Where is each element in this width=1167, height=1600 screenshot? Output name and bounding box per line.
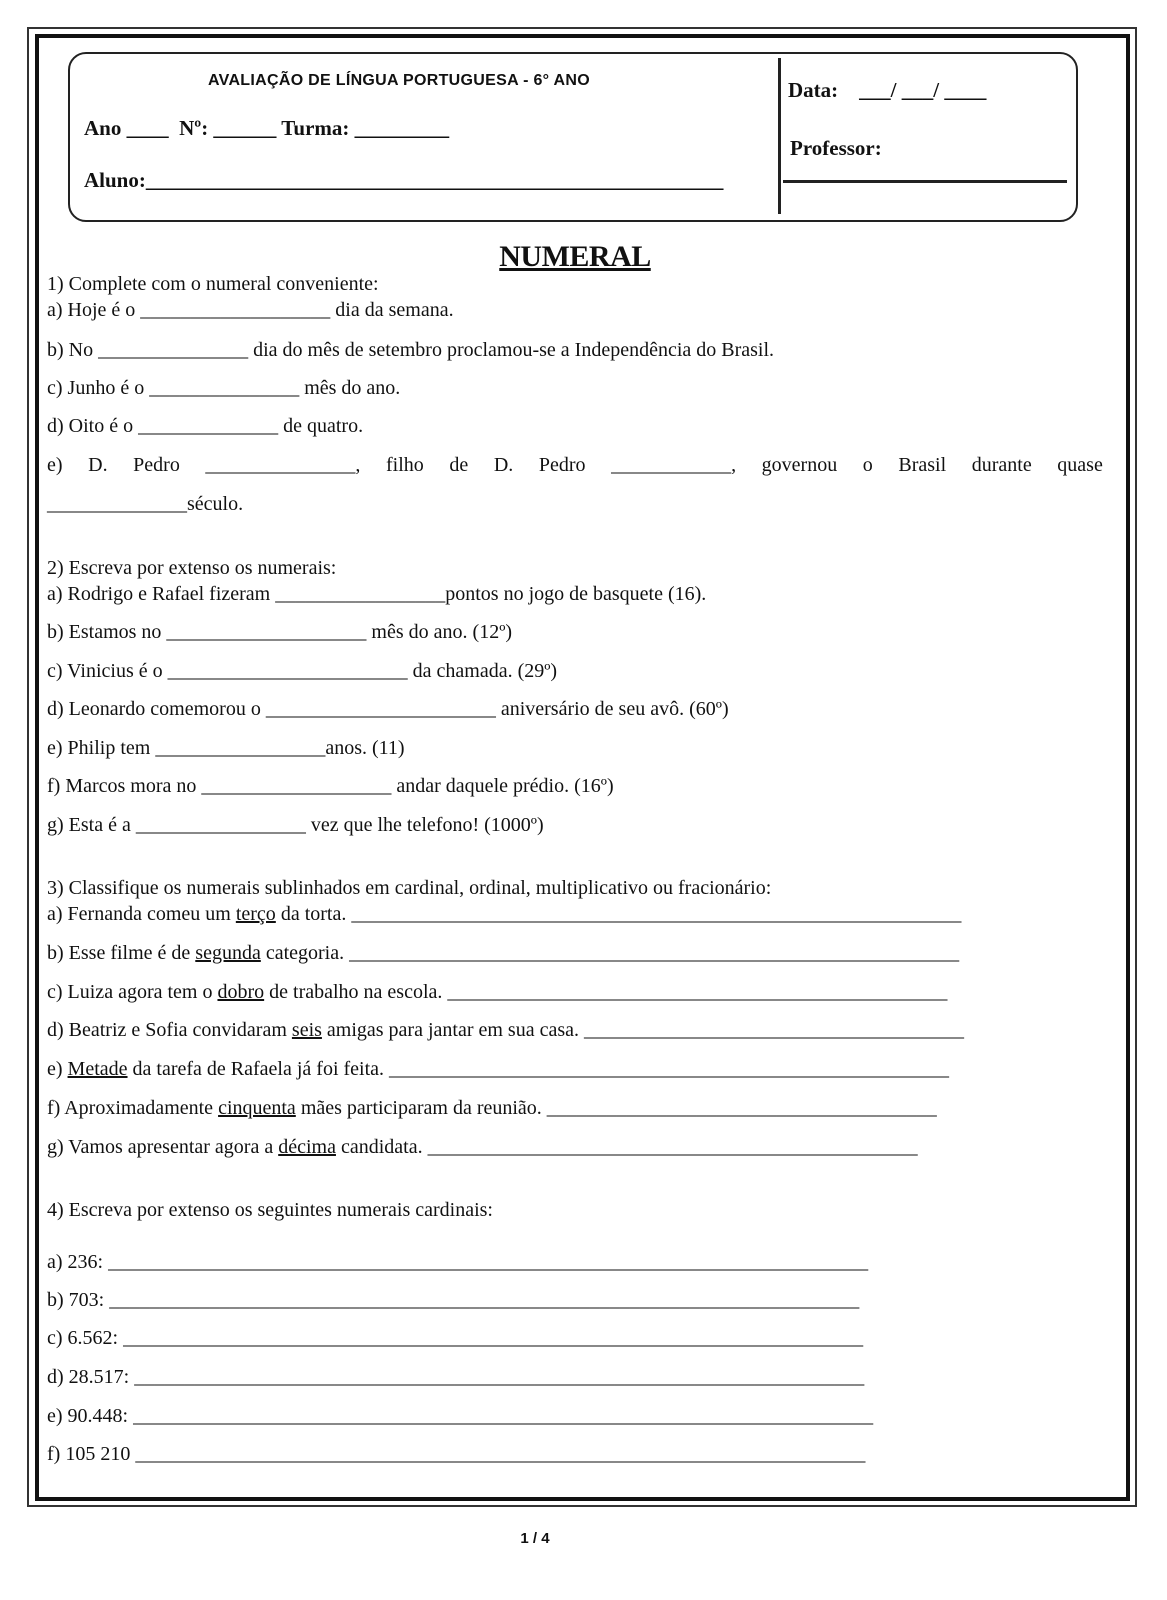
professor-line (783, 180, 1067, 183)
q4-item-b[interactable]: b) 703: ___________________________________________________________________________ (47, 1289, 860, 1311)
q3-item-b[interactable]: b) Esse filme é de segunda categoria. _____________________________________________________________ (47, 942, 960, 964)
q1-item-e[interactable] (47, 455, 1103, 475)
q1-e-word: de (449, 454, 469, 476)
q1-e-word: filho (385, 454, 424, 476)
q4-item-c[interactable]: c) 6.562: __________________________________________________________________________ (47, 1327, 864, 1349)
date-field[interactable]: Data: ___/ ___/ ____ (788, 78, 987, 102)
q4-item-a[interactable]: a) 236: ____________________________________________________________________________ (47, 1251, 869, 1273)
q3-prompt: 3) Classifique os numerais sublinhados em cardinal, ordinal, multiplicativo ou fracionário: (47, 877, 772, 899)
q1-e-word: e) (47, 454, 63, 476)
q1-e-word: D. (88, 454, 108, 476)
underlined-numeral: dobro (217, 981, 265, 1003)
underlined-numeral: Metade (67, 1058, 128, 1080)
q1-e-word: Brasil (898, 454, 947, 476)
q1-item-d[interactable]: d) Oito é o ______________ de quatro. (47, 415, 364, 437)
q2-item-e[interactable]: e) Philip tem _________________anos. (11) (47, 737, 405, 759)
student-info-line[interactable]: Ano ____ Nº: ______ Turma: _________ (84, 116, 450, 140)
q1-item-e-continuation[interactable]: ______________século. (47, 493, 244, 515)
header-divider (778, 58, 781, 214)
q1-item-c[interactable]: c) Junho é o _______________ mês do ano. (47, 377, 401, 399)
page-number: 1 / 4 (520, 1530, 550, 1547)
underlined-numeral: segunda (195, 942, 261, 964)
underlined-numeral: décima (278, 1136, 336, 1158)
q3-item-g[interactable]: g) Vamos apresentar agora a décima candidata. _________________________________________________ (47, 1136, 918, 1158)
q1-e-word: Pedro (538, 454, 586, 476)
q3-item-f[interactable]: f) Aproximadamente cinquenta mães participaram da reunião. _______________________________________ (47, 1097, 937, 1119)
q2-item-g[interactable]: g) Esta é a _________________ vez que lhe telefono! (1000º) (47, 814, 544, 836)
underlined-numeral: cinquenta (218, 1097, 296, 1119)
q3-item-a[interactable]: a) Fernanda comeu um terço da torta. _____________________________________________________________ (47, 903, 962, 925)
underlined-numeral: terço (235, 903, 276, 925)
q4-prompt: 4) Escreva por extenso os seguintes numerais cardinais: (47, 1199, 493, 1221)
q2-item-a[interactable]: a) Rodrigo e Rafael fizeram _________________pontos no jogo de basquete (16). (47, 583, 707, 605)
student-name-field[interactable]: Aluno:_______________________________________________________ (84, 168, 724, 192)
q1-item-b[interactable]: b) No _______________ dia do mês de setembro proclamou-se a Independência do Brasil. (47, 339, 775, 361)
q2-item-c[interactable]: c) Vinicius é o ________________________ da chamada. (29º) (47, 660, 558, 682)
underlined-numeral: seis (291, 1019, 322, 1041)
q1-e-word: o (862, 454, 873, 476)
q4-item-e[interactable]: e) 90.448: __________________________________________________________________________ (47, 1405, 874, 1427)
q4-item-f[interactable]: f) 105 210 _________________________________________________________________________ (47, 1443, 866, 1465)
q2-item-b[interactable]: b) Estamos no ____________________ mês do ano. (12º) (47, 621, 513, 643)
q2-item-d[interactable]: d) Leonardo comemorou o _______________________ aniversário de seu avô. (60º) (47, 698, 729, 720)
q3-item-e[interactable]: e) Metade da tarefa de Rafaela já foi feita. ________________________________________________________ (47, 1058, 950, 1080)
page-title: NUMERAL (499, 240, 651, 273)
q1-e-word: governou (761, 454, 838, 476)
q1-e-word: _______________, (205, 454, 361, 476)
exam-title: AVALIAÇÃO DE LÍNGUA PORTUGUESA - 6° ANO (208, 72, 590, 89)
q1-e-word: D. (493, 454, 514, 476)
q2-item-f[interactable]: f) Marcos mora no ___________________ andar daquele prédio. (16º) (47, 775, 614, 797)
q1-prompt: 1) Complete com o numeral conveniente: (47, 273, 379, 295)
q3-item-d[interactable]: d) Beatriz e Sofia convidaram seis amigas para jantar em sua casa. ______________________________________ (47, 1019, 965, 1041)
q4-item-d[interactable]: d) 28.517: _________________________________________________________________________ (47, 1366, 865, 1388)
q1-e-word: Pedro (133, 454, 180, 476)
q2-prompt: 2) Escreva por extenso os numerais: (47, 557, 337, 579)
q3-item-c[interactable]: c) Luiza agora tem o dobro de trabalho na escola. __________________________________________________ (47, 981, 948, 1003)
q1-e-word: ____________, (611, 454, 737, 476)
q1-e-word: durante (971, 454, 1032, 476)
q1-e-word: quase (1057, 454, 1103, 476)
professor-label: Professor: (790, 136, 882, 160)
q1-item-a[interactable]: a) Hoje é o ___________________ dia da semana. (47, 299, 454, 321)
